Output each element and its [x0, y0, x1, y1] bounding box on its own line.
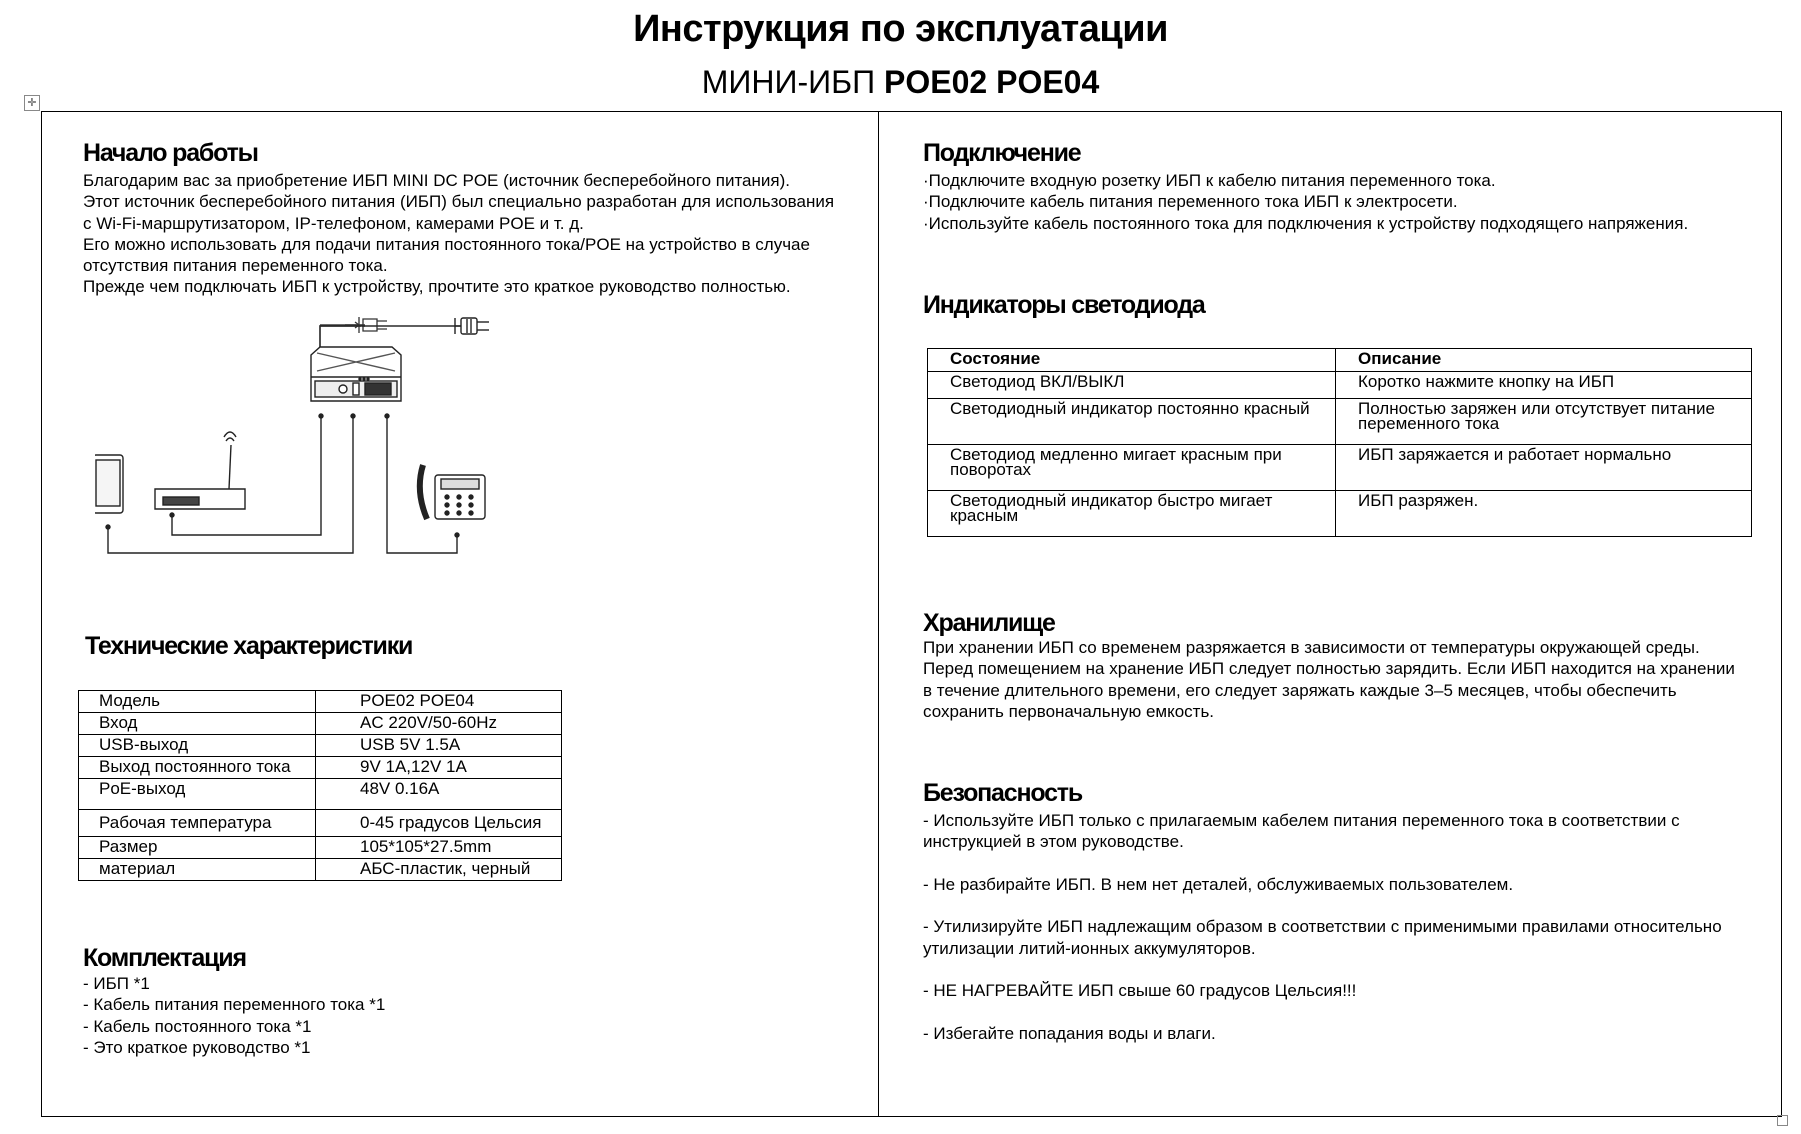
table-row [79, 757, 562, 779]
connection-text [923, 170, 1688, 234]
led-desc: ИБП заряжается и работает нормально [1336, 445, 1752, 491]
spec-value: 105*105*27.5mm [316, 837, 562, 859]
specs-heading: Технические характеристики [85, 632, 413, 660]
table-move-handle[interactable]: ✛ [24, 95, 40, 111]
text-line: Этот источник бесперебойного питания (ИБП) был специально разработан для использования [83, 192, 835, 212]
text-line: ·Подключите входную розетку ИБП к кабелю питания переменного тока. [923, 171, 1496, 190]
table-row [79, 691, 562, 713]
text-line: инструкцией в этом руководстве. [923, 832, 1184, 852]
spec-label: USB-выход [79, 735, 316, 757]
text-line: - Избегайте попадания воды и влаги. [923, 1023, 1216, 1043]
column-header: Описание [1336, 349, 1752, 372]
blank-line [923, 895, 1722, 916]
storage-text [923, 637, 1735, 722]
text-line: Прежде чем подключать ИБП к устройству, прочтите это краткое руководство полностью. [83, 277, 791, 297]
spec-value: 0-45 градусов Цельсия [316, 810, 562, 837]
ups-device-icon [311, 347, 401, 401]
text-line: - НЕ НАГРЕВАЙТЕ ИБП свыше 60 градусов Цельсия!!! [923, 981, 1357, 1001]
spec-value: 9V 1A,12V 1A [316, 757, 562, 779]
package-heading: Комплектация [83, 944, 246, 972]
led-state: Светодиод медленно мигает красным при поворотах [928, 445, 1336, 491]
column-divider [878, 111, 879, 1117]
text-line: - Используйте ИБП только с прилагаемым кабелем питания переменного тока в соответствии с [923, 811, 1680, 830]
text-line: с Wi-Fi-маршрутизатором, IP-телефоном, камерами POE и т. д. [83, 213, 584, 233]
text-line: При хранении ИБП со временем разряжается в зависимости от температуры окружающей среды. [923, 638, 1700, 657]
blank-line [923, 853, 1722, 874]
led-state: Светодиодный индикатор постоянно красный [928, 399, 1336, 445]
spec-label: Модель [79, 691, 316, 713]
storage-heading: Хранилище [923, 609, 1055, 637]
text-line: - Утилизируйте ИБП надлежащим образом в соответствии с применимыми правилами относительно [923, 917, 1722, 937]
text-line: отсутствия питания переменного тока. [83, 256, 388, 276]
subtitle-models: POE02 POE04 [884, 64, 1100, 100]
safety-text [923, 810, 1722, 1044]
table-row [928, 445, 1752, 491]
text-line: Его можно использовать для подачи питания постоянного тока/POE на устройство в случае [83, 234, 810, 254]
smartphone-icon [95, 455, 123, 513]
spec-label: материал [79, 859, 316, 881]
text-line: Благодарим вас за приобретение ИБП MINI DC POE (источник бесперебойного питания). [83, 171, 790, 190]
table-resize-handle[interactable] [1777, 1115, 1788, 1126]
column-header: Состояние [928, 349, 1336, 372]
spec-label: Рабочая температура [79, 810, 316, 837]
text-line: Перед помещением на хранение ИБП следует полностью зарядить. Если ИБП находится на хранении [923, 659, 1735, 679]
spec-label: Вход [79, 713, 316, 735]
table-row [928, 491, 1752, 537]
blank-line [923, 1002, 1722, 1023]
subtitle-prefix: МИНИ-ИБП [701, 64, 876, 100]
spec-label: PoE-выход [79, 779, 316, 810]
ups-wiring-diagram [95, 305, 585, 640]
led-desc: ИБП разряжен. [1336, 491, 1752, 537]
ip-phone-icon [420, 465, 485, 519]
safety-heading: Безопасность [923, 779, 1083, 807]
list-item: - Это краткое руководство *1 [83, 1037, 311, 1057]
table-row [79, 859, 562, 881]
led-desc: Коротко нажмите кнопку на ИБП [1336, 372, 1752, 399]
list-item: - Кабель постоянного тока *1 [83, 1016, 312, 1036]
led-state: Светодиод ВКЛ/ВЫКЛ [928, 372, 1336, 399]
plug-icon [455, 318, 489, 334]
getting-started-heading: Начало работы [83, 139, 258, 167]
table-row [928, 399, 1752, 445]
text-line: ·Подключите кабель питания переменного тока ИБП к электросети. [923, 192, 1458, 212]
spec-label: Выход постоянного тока [79, 757, 316, 779]
table-row [928, 372, 1752, 399]
table-row [79, 837, 562, 859]
specs-table [78, 690, 562, 881]
led-heading: Индикаторы светодиода [923, 291, 1205, 319]
spec-value: АБС-пластик, черный [316, 859, 562, 881]
ac-input-cable [321, 326, 363, 348]
spec-value: AC 220V/50-60Hz [316, 713, 562, 735]
list-item: - Кабель питания переменного тока *1 [83, 995, 386, 1015]
package-list [83, 973, 385, 1058]
spec-label: Размер [79, 837, 316, 859]
spec-value: USB 5V 1.5A [316, 735, 562, 757]
text-line: ·Используйте кабель постоянного тока для подключения к устройству подходящего напряжения. [923, 213, 1689, 233]
connection-heading: Подключение [923, 139, 1081, 167]
spec-value: POE02 POE04 [316, 691, 562, 713]
table-row [79, 779, 562, 810]
blank-line [923, 959, 1722, 980]
table-header-row [928, 349, 1752, 372]
text-line: сохранить первоначальную емкость. [923, 701, 1215, 721]
text-line: в течение длительного времени, его следует заряжать каждые 3–5 месяцев, чтобы обеспечить [923, 680, 1677, 700]
list-item: - ИБП *1 [83, 974, 150, 993]
text-line: утилизации литий-ионных аккумуляторов. [923, 938, 1256, 958]
text-line: - Не разбирайте ИБП. В нем нет деталей, обслуживаемых пользователем. [923, 874, 1514, 894]
table-row [79, 810, 562, 837]
page-title: Инструкция по эксплуатации [633, 8, 1168, 50]
page-subtitle [0, 64, 1801, 101]
getting-started-text [83, 170, 834, 298]
led-table [927, 348, 1752, 537]
table-row [79, 713, 562, 735]
led-state: Светодиодный индикатор быстро мигает красным [928, 491, 1336, 537]
table-row [79, 735, 562, 757]
led-desc: Полностью заряжен или отсутствует питание переменного тока [1336, 399, 1752, 445]
spec-value: 48V 0.16A [316, 779, 562, 810]
router-icon [155, 432, 245, 509]
